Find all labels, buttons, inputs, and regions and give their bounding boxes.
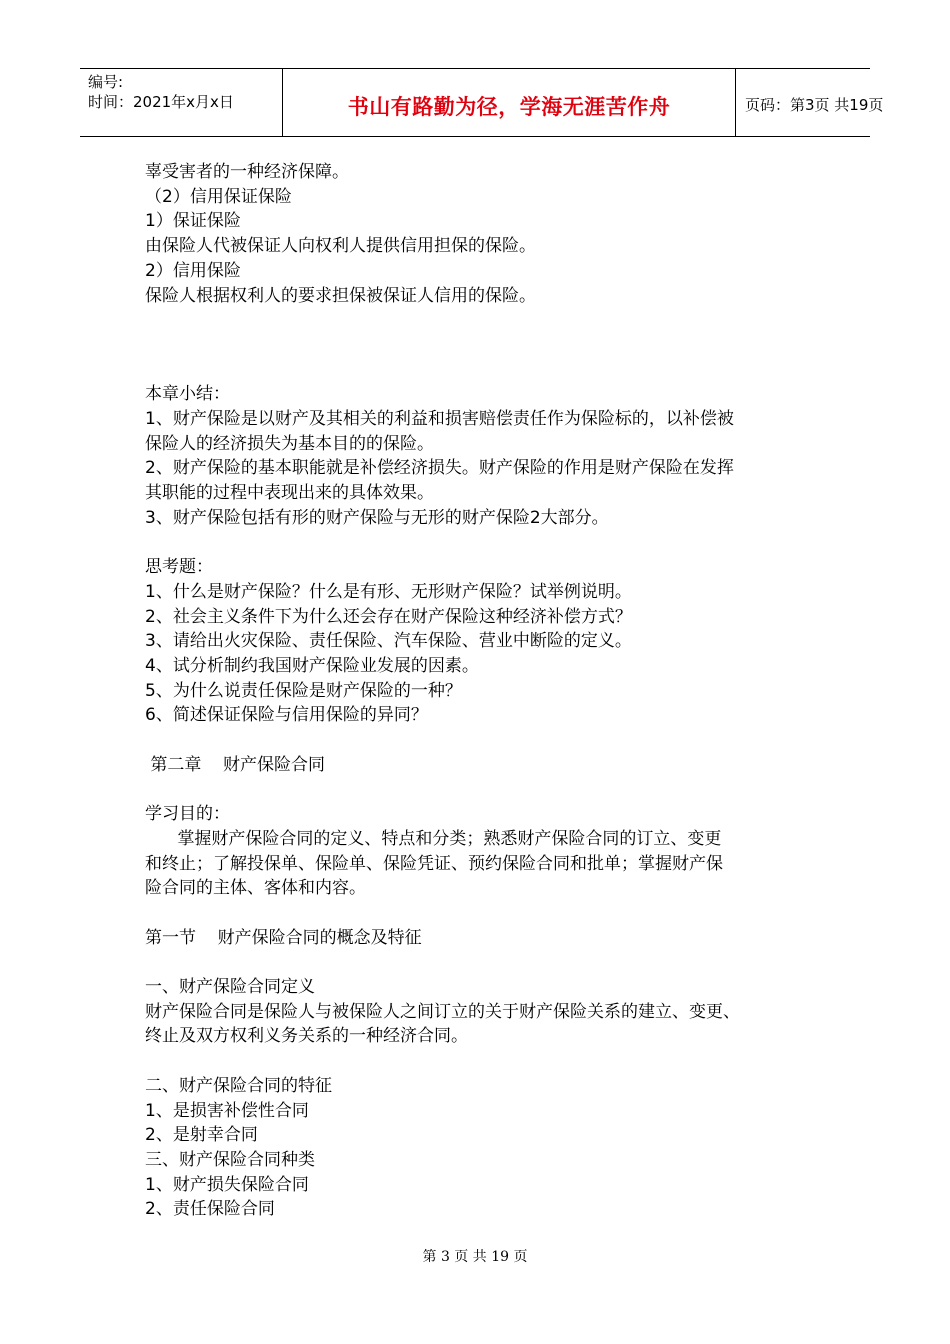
header-left-cell bbox=[80, 69, 282, 136]
feature-item: 1、是损害补偿性合同 bbox=[145, 1100, 309, 1121]
summary-line: 1、财产保险是以财产及其相关的利益和损害赔偿责任作为保险标的，以补偿被 bbox=[145, 408, 734, 429]
summary-line: 3、财产保险包括有形的财产保险与无形的财产保险2大部分。 bbox=[145, 507, 609, 528]
summary-heading: 本章小结： bbox=[145, 384, 230, 405]
objective-line: 掌握财产保险合同的定义、特点和分类；熟悉财产保险合同的订立、变更 bbox=[145, 828, 722, 849]
question-item: 5、为什么说责任保险是财产保险的一种？ bbox=[145, 680, 462, 701]
doc-number-label: 编号: bbox=[88, 73, 124, 91]
body-line: 2）信用保险 bbox=[145, 260, 241, 281]
body-line: 由保险人代被保证人向权利人提供信用担保的保险。 bbox=[145, 236, 536, 257]
doc-time-label: 时间：2021年x月x日 bbox=[88, 93, 234, 111]
chapter-title: 第二章 财产保险合同 bbox=[145, 754, 326, 775]
question-item: 2、社会主义条件下为什么还会存在财产保险这种经济补偿方式？ bbox=[145, 606, 632, 627]
objective-heading: 学习目的： bbox=[145, 804, 230, 825]
body-line: 辜受害者的一种经济保障。 bbox=[145, 162, 349, 182]
types-heading: 三、财产保险合同种类 bbox=[145, 1149, 315, 1170]
page-header bbox=[80, 68, 884, 137]
question-item: 1、什么是财产保险？什么是有形、无形财产保险？试举例说明。 bbox=[145, 581, 632, 602]
summary-line: 其职能的过程中表现出来的具体效果。 bbox=[145, 483, 434, 504]
body-line: 保险人根据权利人的要求担保被保证人信用的保险。 bbox=[145, 285, 536, 306]
question-item: 4、试分析制约我国财产保险业发展的因素。 bbox=[145, 655, 479, 676]
definition-heading: 一、财产保险合同定义 bbox=[145, 977, 315, 998]
question-item: 6、简述保证保险与信用保险的异同？ bbox=[145, 705, 428, 726]
header-right-cell bbox=[735, 69, 884, 136]
definition-line: 终止及双方权利义务关系的一种经济合同。 bbox=[145, 1026, 468, 1047]
page-footer: 第 3 页 共 19 页 bbox=[422, 1249, 528, 1265]
objective-line: 和终止；了解投保单、保险单、保险凭证、预约保险合同和批单；掌握财产保 bbox=[145, 853, 723, 874]
questions-heading: 思考题： bbox=[145, 557, 213, 578]
header-page-info: 页码：第3页 共19页 bbox=[745, 96, 884, 114]
section-title: 第一节 财产保险合同的概念及特征 bbox=[145, 927, 422, 948]
type-item: 1、财产损失保险合同 bbox=[145, 1174, 309, 1195]
question-item: 3、请给出火灾保险、责任保险、汽车保险、营业中断险的定义。 bbox=[145, 631, 632, 652]
header-middle-cell bbox=[282, 69, 736, 136]
definition-line: 财产保险合同是保险人与被保险人之间订立的关于财产保险关系的建立、变更、 bbox=[145, 1001, 740, 1022]
document-body bbox=[145, 160, 825, 1222]
body-line: 1）保证保险 bbox=[145, 211, 241, 232]
objective-line: 险合同的主体、客体和内容。 bbox=[145, 878, 366, 899]
features-heading: 二、财产保险合同的特征 bbox=[145, 1075, 332, 1096]
summary-line: 2、财产保险的基本职能就是补偿经济损失。财产保险的作用是财产保险在发挥 bbox=[145, 458, 734, 479]
summary-line: 保险人的经济损失为基本目的的保险。 bbox=[145, 433, 434, 454]
type-item: 2、责任保险合同 bbox=[145, 1199, 275, 1220]
feature-item: 2、是射幸合同 bbox=[145, 1125, 258, 1146]
body-line: （2）信用保证保险 bbox=[145, 186, 292, 207]
header-motto: 书山有路勤为径，学海无涯苦作舟 bbox=[347, 94, 671, 119]
